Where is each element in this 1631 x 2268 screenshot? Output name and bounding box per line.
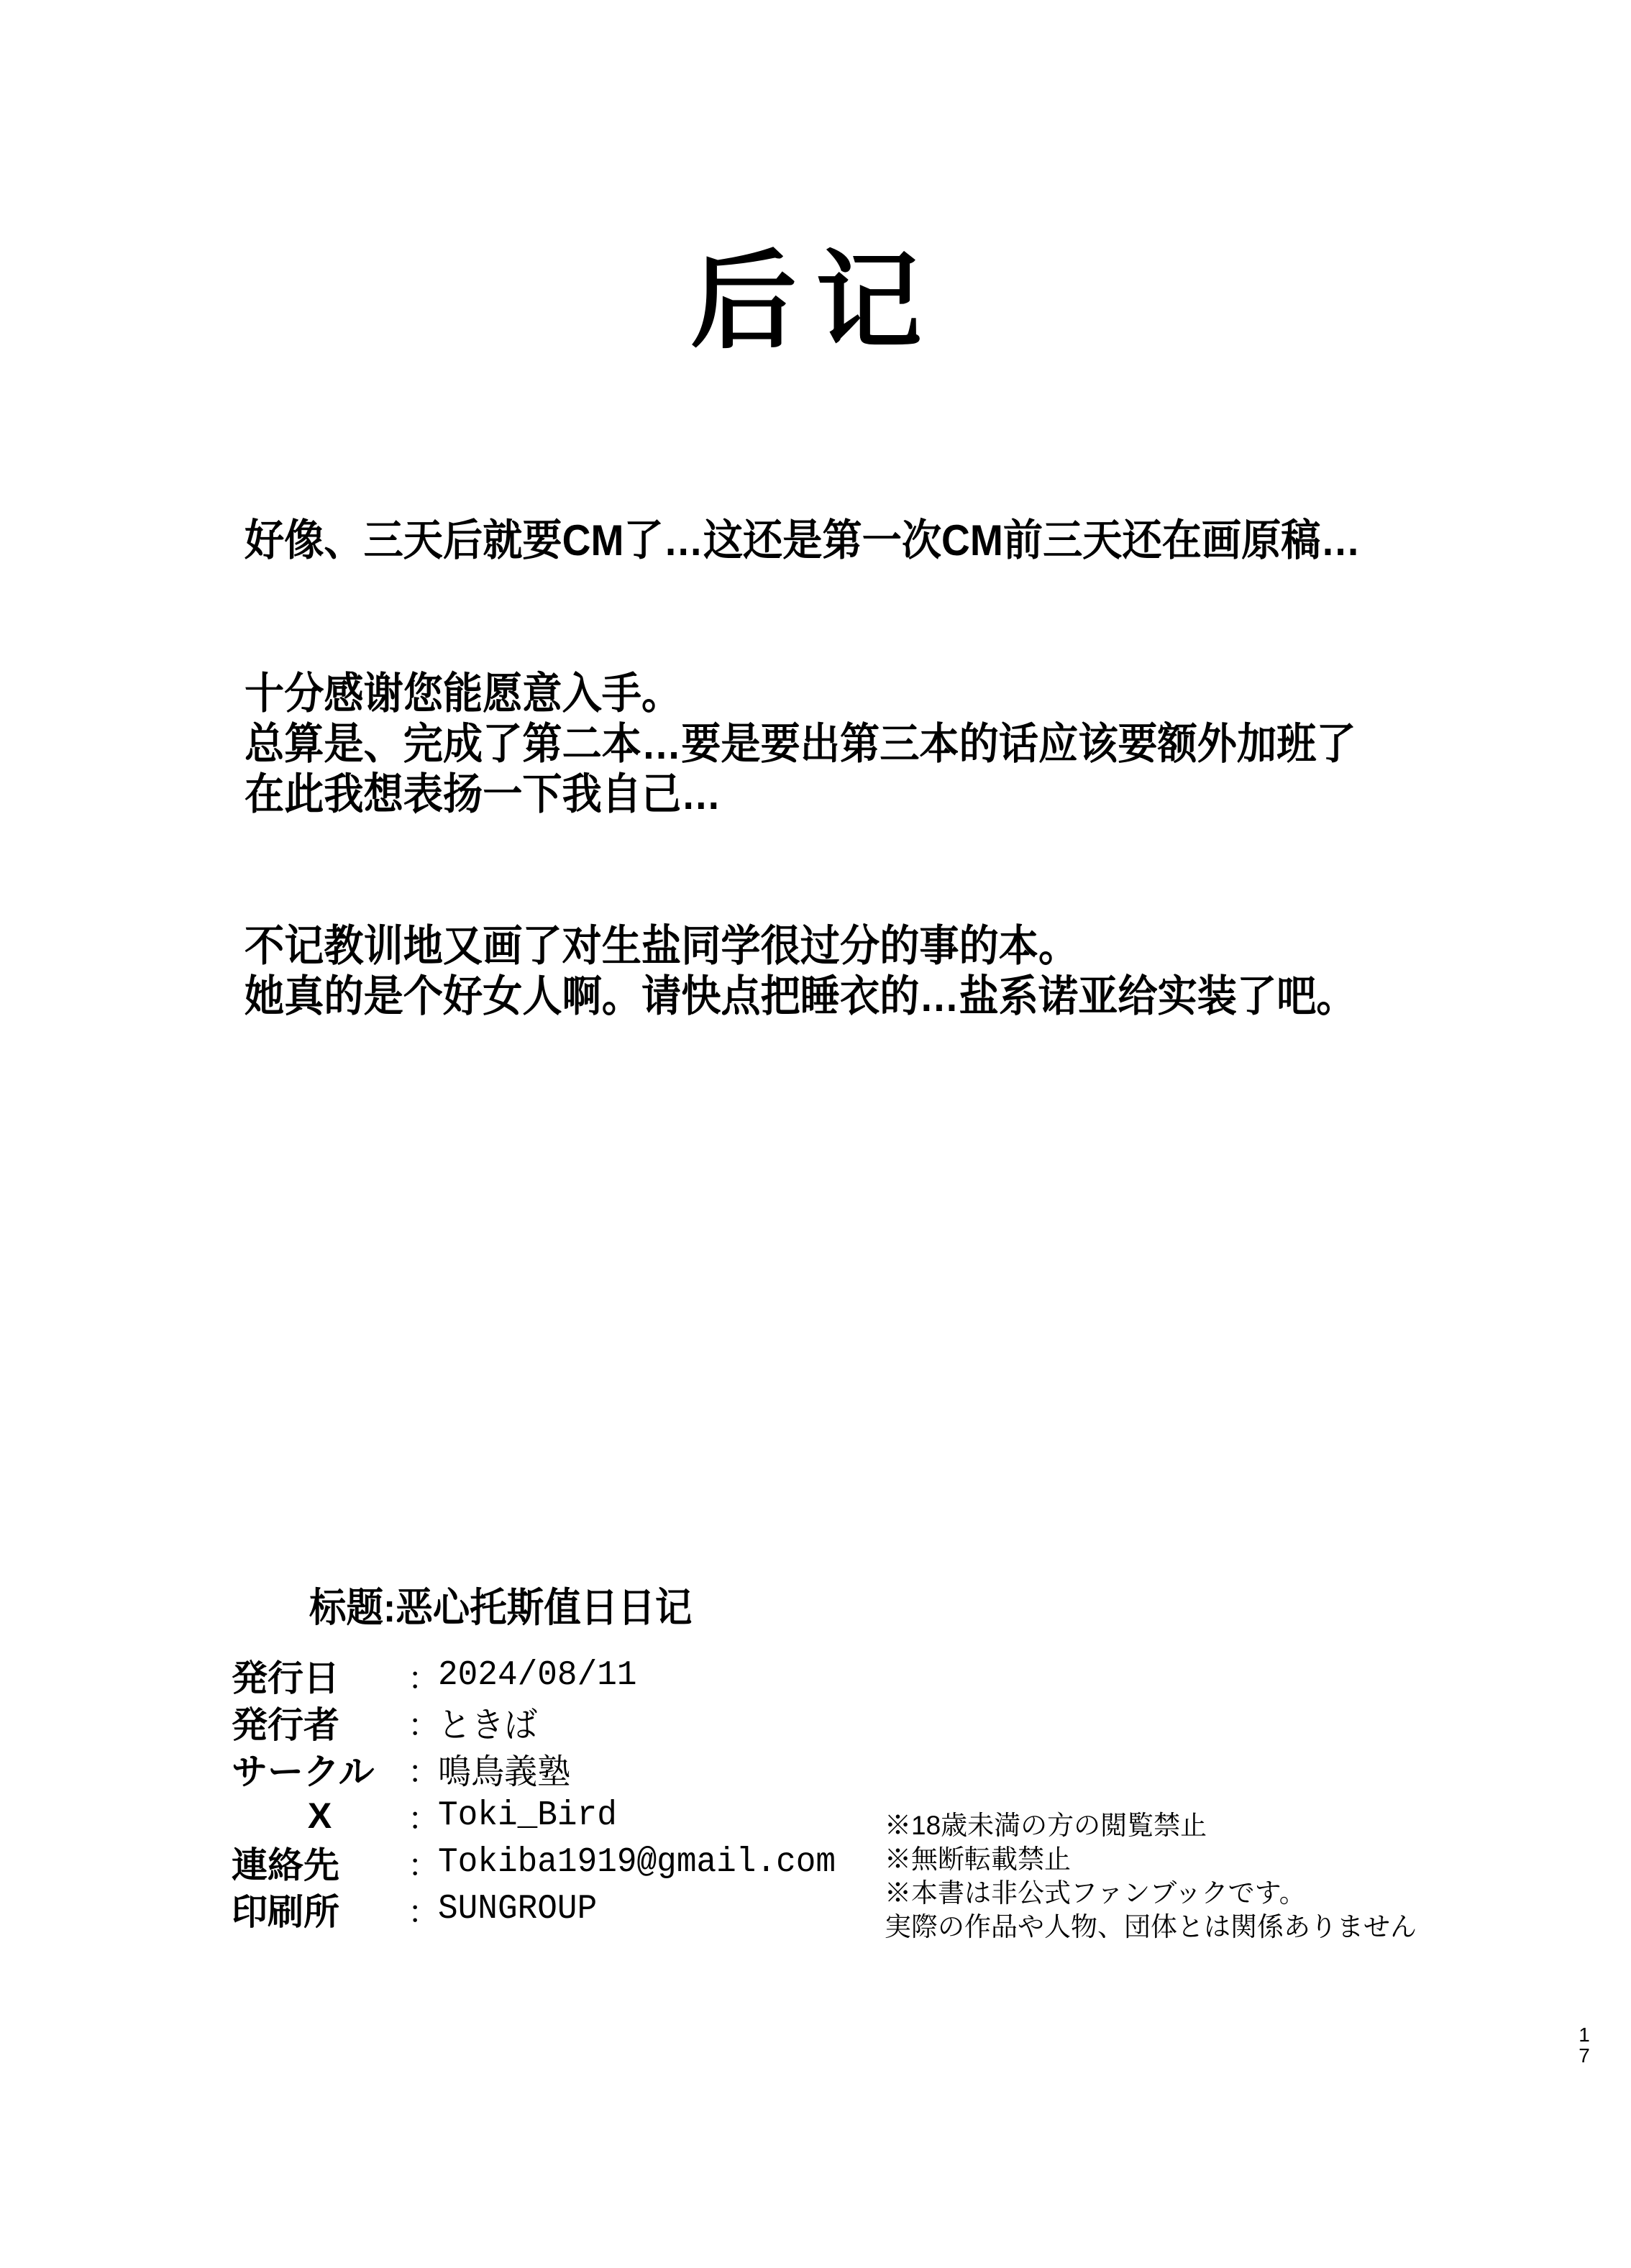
colophon-row-circle bbox=[232, 1745, 852, 1792]
colon-separator: ： bbox=[408, 1707, 439, 1743]
disclaimer-notices bbox=[885, 1809, 1417, 1944]
afterword-paragraph-3 bbox=[245, 921, 1356, 1022]
notice-unofficial-fanbook: ※本書は非公式ファンブックです。 bbox=[885, 1878, 1306, 1908]
colophon bbox=[232, 1652, 852, 1932]
paragraph-2-line-1: 十分感谢您能愿意入手。 bbox=[245, 669, 682, 718]
notice-no-relation: 実際の作品や人物、団体とは関係ありません bbox=[885, 1912, 1417, 1942]
page-title: 后记 bbox=[690, 238, 941, 363]
colophon-row-contact bbox=[232, 1839, 852, 1885]
colophon-label: サークル bbox=[232, 1751, 375, 1792]
colon-separator: ： bbox=[408, 1754, 439, 1790]
book-title: 标题:恶心托斯值日日记 bbox=[309, 1585, 693, 1630]
colon-separator: ： bbox=[408, 1847, 439, 1883]
colophon-label: 発行者 bbox=[232, 1704, 339, 1745]
colophon-row-x-account bbox=[232, 1792, 852, 1839]
paragraph-3-line-2: 她真的是个好女人啊。请快点把睡衣的…盐系诺亚给实装了吧。 bbox=[245, 972, 1356, 1020]
colon-separator: ： bbox=[408, 1801, 439, 1837]
notice-age-restriction: ※18歳未満の方の閲覧禁止 bbox=[885, 1811, 1207, 1840]
colon-separator: ： bbox=[408, 1894, 439, 1930]
colophon-label: 連絡先 bbox=[232, 1844, 339, 1885]
colophon-row-publisher bbox=[232, 1698, 852, 1745]
colophon-label: 印刷所 bbox=[232, 1891, 339, 1932]
colophon-value: 2024/08/11 bbox=[438, 1655, 637, 1695]
colophon-value: Toki_Bird bbox=[438, 1796, 617, 1835]
paragraph-2-line-2: 总算是、完成了第二本…要是要出第三本的话应该要额外加班了 bbox=[245, 720, 1356, 768]
colophon-value: ときば bbox=[438, 1708, 538, 1747]
notice-no-reproduction: ※無断転載禁止 bbox=[885, 1844, 1071, 1874]
colophon-value: 鳴鳥義塾 bbox=[438, 1755, 571, 1794]
colophon-label: 発行日 bbox=[232, 1657, 339, 1698]
paragraph-2-line-3: 在此我想表扬一下我自己… bbox=[245, 770, 721, 818]
colophon-row-publish-date bbox=[232, 1652, 852, 1698]
afterword-paragraph-2 bbox=[245, 669, 1356, 820]
page-number: 17 bbox=[1579, 2024, 1590, 2067]
colophon-label: X bbox=[307, 1795, 332, 1836]
colophon-value: SUNGROUP bbox=[438, 1889, 598, 1929]
colophon-value: Tokiba1919@gmail.com bbox=[438, 1842, 836, 1882]
colon-separator: ： bbox=[408, 1660, 439, 1696]
paragraph-3-line-1: 不记教训地又画了对生盐同学很过分的事的本。 bbox=[245, 922, 1079, 970]
afterword-paragraph-1: 好像、三天后就要CM了…这还是第一次CM前三天还在画原稿… bbox=[245, 516, 1361, 564]
colophon-row-printer bbox=[232, 1885, 852, 1932]
